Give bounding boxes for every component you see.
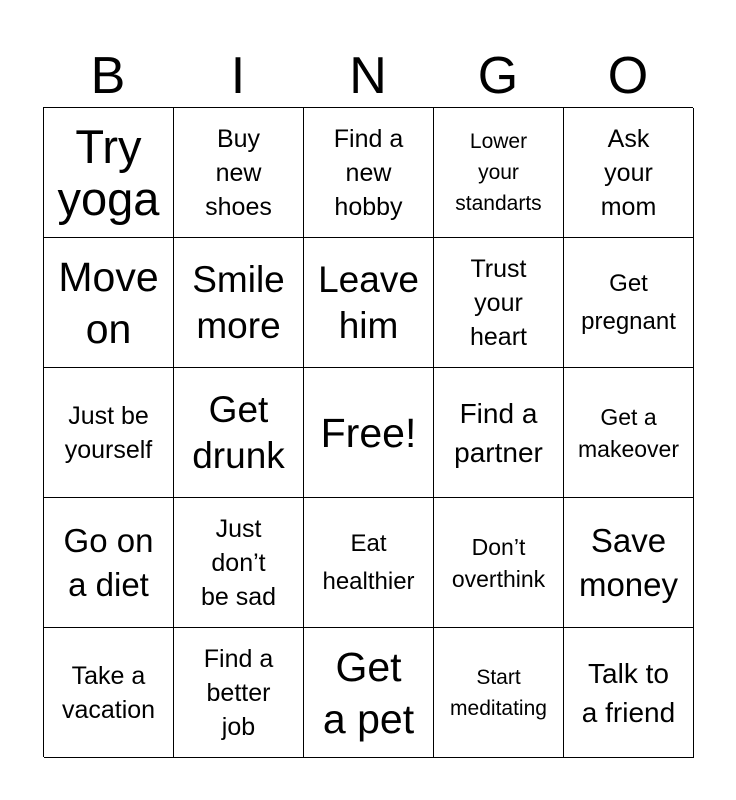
cell-text: Save money	[578, 521, 679, 603]
bingo-cell[interactable]	[44, 368, 174, 498]
header-letter-n: N	[349, 47, 387, 105]
cell-text: Just be yourself	[64, 401, 153, 464]
bingo-cell[interactable]	[564, 628, 694, 758]
bingo-cell[interactable]	[304, 628, 434, 758]
bingo-cell[interactable]	[434, 238, 564, 368]
header-letter-g: G	[477, 47, 519, 105]
cell-text: Find a partner	[454, 397, 543, 468]
bingo-cell[interactable]	[174, 238, 304, 368]
cell-text: Get a pet	[322, 643, 415, 742]
header-letter-i: I	[230, 47, 246, 105]
bingo-cell[interactable]	[434, 368, 564, 498]
bingo-cell[interactable]	[44, 498, 174, 628]
cell-text: Move on	[58, 253, 159, 352]
bingo-cell[interactable]	[434, 498, 564, 628]
bingo-cell[interactable]	[434, 108, 564, 238]
cell-text: Start meditating	[450, 665, 547, 720]
bingo-header	[43, 44, 693, 108]
cell-text: Find a new hobby	[333, 124, 404, 221]
cell-text: Leave him	[318, 258, 419, 346]
bingo-cell[interactable]	[44, 108, 174, 238]
cell-text: Lower your standarts	[455, 130, 542, 215]
cell-text: Get pregnant	[581, 269, 676, 335]
bingo-cell[interactable]	[564, 108, 694, 238]
header-letter-b: B	[90, 47, 126, 105]
bingo-cell[interactable]	[564, 498, 694, 628]
bingo-cell[interactable]	[44, 238, 174, 368]
cell-text: Try yoga	[57, 119, 160, 225]
cell-text: Take a vacation	[61, 661, 156, 724]
cell-text: Talk to a friend	[581, 657, 676, 728]
cell-text: Get a makeover	[578, 403, 679, 462]
bingo-cell[interactable]	[564, 238, 694, 368]
bingo-cell[interactable]	[434, 628, 564, 758]
cell-text: Just don’t be sad	[200, 514, 277, 611]
cell-text: Go on a diet	[63, 521, 154, 603]
cell-text: Don’t overthink	[451, 533, 546, 592]
cell-text: Get drunk	[192, 388, 285, 476]
cell-text: Trust your heart	[470, 254, 527, 351]
bingo-card-grid	[43, 107, 693, 757]
header-letter-o: O	[607, 47, 649, 105]
bingo-cell[interactable]	[564, 368, 694, 498]
cell-text: Buy new shoes	[205, 124, 272, 221]
cell-text: Eat healthier	[322, 529, 415, 595]
cell-text: Smile more	[192, 258, 285, 346]
cell-text: Find a better job	[203, 644, 274, 741]
bingo-cell[interactable]	[304, 108, 434, 238]
bingo-cell[interactable]	[174, 368, 304, 498]
bingo-cell[interactable]	[304, 238, 434, 368]
bingo-cell[interactable]	[174, 108, 304, 238]
bingo-cell[interactable]	[174, 498, 304, 628]
bingo-cell[interactable]	[44, 628, 174, 758]
cell-text: Ask your mom	[600, 124, 657, 221]
bingo-cell[interactable]	[174, 628, 304, 758]
cell-text: Free!	[320, 409, 417, 456]
free-space-cell[interactable]	[304, 368, 434, 498]
bingo-cell[interactable]	[304, 498, 434, 628]
